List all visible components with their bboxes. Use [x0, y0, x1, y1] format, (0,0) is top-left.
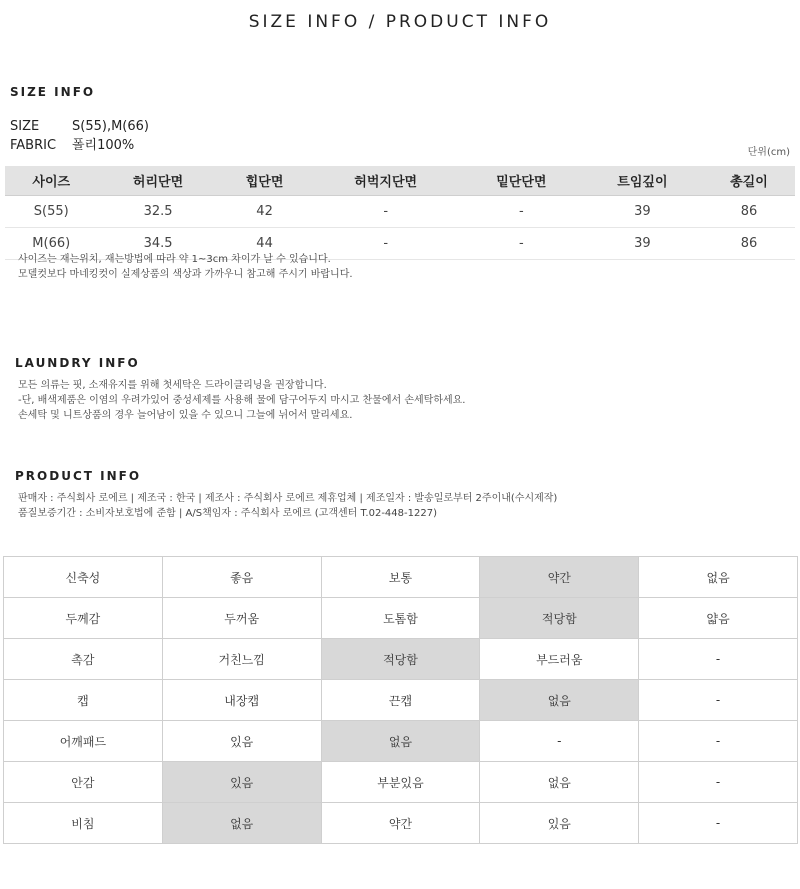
property-name: 비침: [4, 803, 163, 844]
property-option: 좋음: [162, 557, 321, 598]
property-option: -: [639, 762, 798, 803]
table-row: [4, 762, 798, 803]
size-cell: -: [461, 196, 582, 228]
size-cell: 86: [703, 228, 795, 260]
size-value: S(55),M(66): [72, 119, 149, 134]
property-option: 거친느낌: [162, 639, 321, 680]
laundry-notes: [18, 378, 465, 423]
size-header-cell: 허벅지단면: [311, 166, 461, 196]
property-option: 있음: [162, 762, 321, 803]
property-option: 부분있음: [321, 762, 480, 803]
size-note-line: 모델컷보다 마네킹컷이 실제상품의 색상과 가까우니 참고해 주시기 바랍니다.: [18, 269, 353, 280]
property-option: 끈캡: [321, 680, 480, 721]
property-option: 적당함: [321, 639, 480, 680]
fabric-row: [10, 134, 134, 153]
size-table: [5, 166, 795, 260]
property-name: 두께감: [4, 598, 163, 639]
property-option: 없음: [639, 557, 798, 598]
product-line: 품질보증기간 : 소비자보호법에 준함 | A/S책임자 : 주식회사 로에르 (고객센터 T.02-448-1227): [18, 508, 437, 519]
property-option: -: [639, 721, 798, 762]
size-header-cell: 밑단단면: [461, 166, 582, 196]
size-label: SIZE: [10, 119, 40, 134]
size-header-cell: 사이즈: [5, 166, 98, 196]
size-cell: -: [311, 196, 461, 228]
property-option: 있음: [162, 721, 321, 762]
size-cell: 34.5: [98, 228, 219, 260]
size-header-cell: 총길이: [703, 166, 795, 196]
property-option: 없음: [162, 803, 321, 844]
property-option: 없음: [321, 721, 480, 762]
table-row: [4, 639, 798, 680]
property-name: 어깨패드: [4, 721, 163, 762]
property-option: -: [639, 680, 798, 721]
property-option: 약간: [480, 557, 639, 598]
properties-table: [3, 556, 798, 844]
table-row: [4, 598, 798, 639]
fabric-value: 폴리100%: [72, 138, 135, 153]
size-cell: 44: [219, 228, 311, 260]
laundry-line: 손세탁 및 니트상품의 경우 늘어남이 있을 수 있으니 그늘에 뉘어서 말리세요.: [18, 410, 353, 421]
size-cell: 39: [582, 196, 703, 228]
table-row: [4, 803, 798, 844]
size-table-header: [5, 166, 795, 196]
size-header-cell: 허리단면: [98, 166, 219, 196]
product-notes: [18, 491, 557, 521]
unit-label: 단위(cm): [747, 147, 790, 158]
size-cell: 32.5: [98, 196, 219, 228]
product-line: 판매자 : 주식회사 로에르 | 제조국 : 한국 | 제조사 : 주식회사 로에르 제휴업체 | 제조일자 : 발송일로부터 2주이내(수시제작): [18, 493, 558, 504]
table-row: [4, 721, 798, 762]
property-option: -: [480, 721, 639, 762]
property-option: 보통: [321, 557, 480, 598]
property-name: 캡: [4, 680, 163, 721]
laundry-info-title: LAUNDRY INFO: [15, 356, 140, 370]
page-title: SIZE INFO / PRODUCT INFO: [248, 12, 552, 32]
property-option: -: [639, 803, 798, 844]
size-cell: -: [461, 228, 582, 260]
product-info-title: PRODUCT INFO: [15, 469, 142, 483]
table-row: [4, 557, 798, 598]
property-option: 있음: [480, 803, 639, 844]
size-cell: 42: [219, 196, 311, 228]
size-cell: 86: [703, 196, 795, 228]
size-note-line: 사이즈는 재는위치, 재는방법에 따라 약 1~3cm 차이가 날 수 있습니다.: [18, 254, 331, 265]
property-option: 두꺼움: [162, 598, 321, 639]
size-header-cell: 트임깊이: [582, 166, 703, 196]
property-name: 안감: [4, 762, 163, 803]
size-notes: [18, 252, 353, 282]
size-cell: S(55): [5, 196, 98, 228]
laundry-line: 모든 의류는 핏, 소재유지를 위해 첫세탁은 드라이클리닝을 권장합니다.: [18, 380, 327, 391]
property-option: 내장캡: [162, 680, 321, 721]
property-option: 얇음: [639, 598, 798, 639]
size-header-cell: 힙단면: [219, 166, 311, 196]
table-row: [5, 196, 795, 228]
size-row: [10, 119, 149, 134]
size-cell: 39: [582, 228, 703, 260]
size-cell: M(66): [5, 228, 98, 260]
property-option: 없음: [480, 680, 639, 721]
fabric-label: FABRIC: [10, 138, 57, 153]
property-option: 도톰함: [321, 598, 480, 639]
property-option: -: [639, 639, 798, 680]
size-cell: -: [311, 228, 461, 260]
property-name: 신축성: [4, 557, 163, 598]
table-row: [4, 680, 798, 721]
laundry-line: -단, 배색제품은 이염의 우려가있어 중성세제를 사용해 물에 담구어두지 마시고 찬물에서 손세탁하세요.: [18, 395, 466, 406]
property-option: 약간: [321, 803, 480, 844]
property-option: 적당함: [480, 598, 639, 639]
size-info-title: SIZE INFO: [10, 85, 96, 99]
property-option: 없음: [480, 762, 639, 803]
property-option: 부드러움: [480, 639, 639, 680]
property-name: 촉감: [4, 639, 163, 680]
